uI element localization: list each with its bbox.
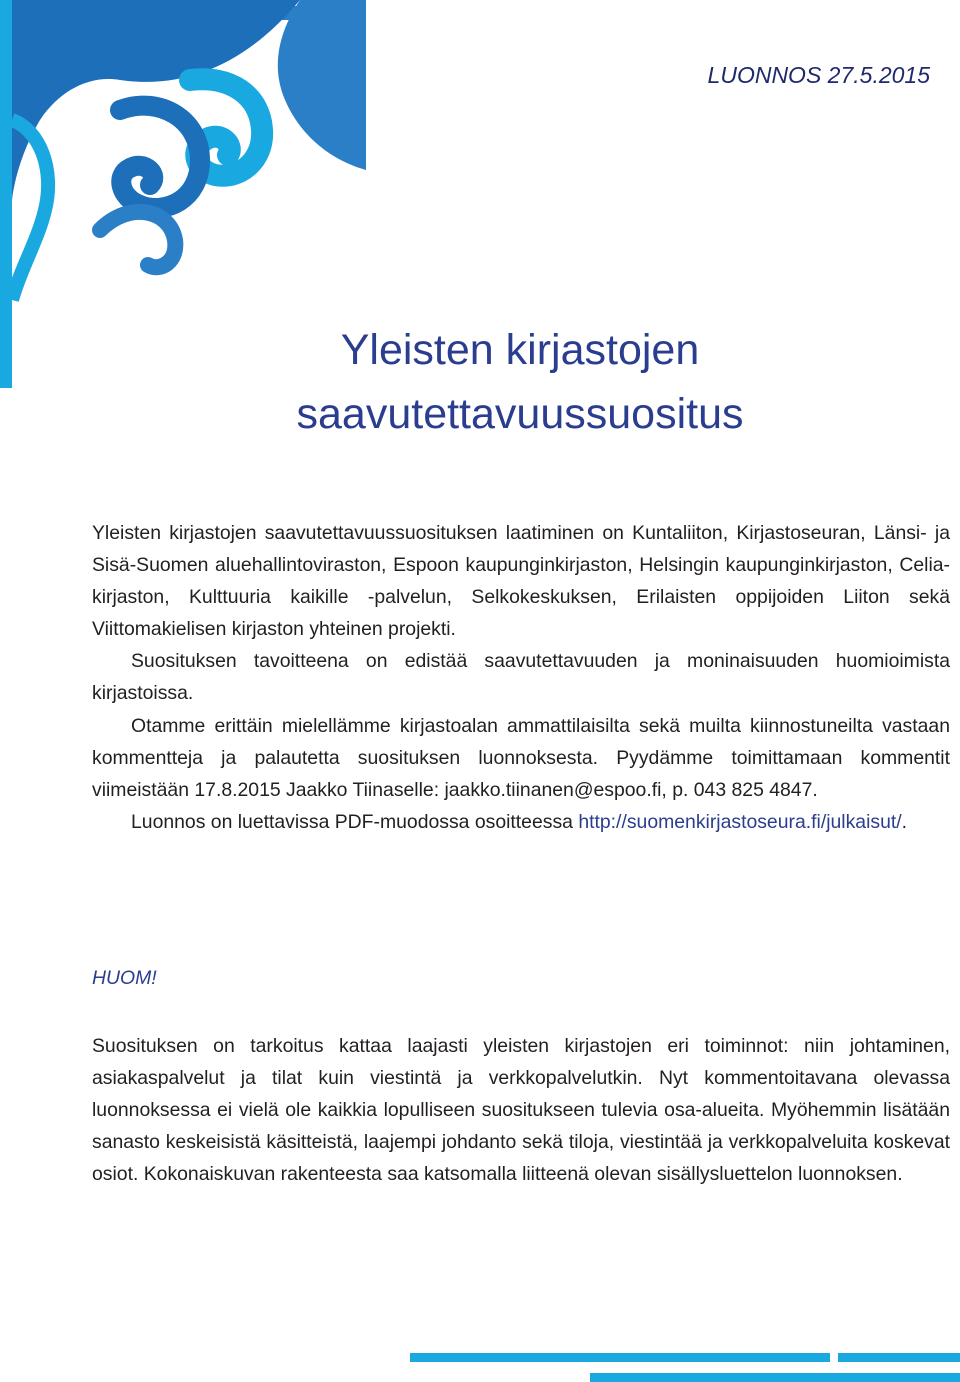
intro-paragraph-4 bbox=[92, 806, 950, 838]
notice-heading: HUOM! bbox=[92, 967, 157, 989]
footer-bar-lower bbox=[590, 1373, 960, 1382]
footer-bar-right bbox=[838, 1353, 960, 1362]
footer-bar-left bbox=[410, 1353, 830, 1362]
intro-paragraph-1: Yleisten kirjastojen saavutettavuussuosituksen laatiminen on Kuntaliiton, Kirjastoseuran, Länsi- ja Sisä-Suomen aluehallintoviraston, Espoon kaupunginkirjaston, Helsingin kaupunginkirjaston, Celia-kirjaston, Kulttuuria kaikille -palvelun, Selkokeskuksen, Erilaisten oppijoiden Liiton sekä Viittomakielisen kirjaston yhteinen projekti. bbox=[92, 522, 950, 641]
sentence-end: . bbox=[901, 810, 908, 833]
publications-link[interactable]: http://suomenkirjastoseura.fi/julkaisut/ bbox=[578, 810, 902, 833]
intro-paragraph-3: Otamme erittäin mielellämme kirjastoalan ammattilaisilta sekä muilta kiinnostuneilta vastaan kommentteja ja palautetta suosituksen luonnoksesta. Pyydämme toimittamaan kommentit viimeistään 17.8.2015 Jaakko Tiinaselle: jaakko.tiinanen@espoo.fi, p. 043 825 4847. bbox=[92, 714, 950, 801]
pdf-location-text: Luonnos on luettavissa PDF-muodossa osoitteessa bbox=[131, 810, 573, 833]
draft-date: LUONNOS 27.5.2015 bbox=[707, 62, 930, 88]
intro-section bbox=[92, 517, 950, 838]
scope-paragraph: Suosituksen on tarkoitus kattaa laajasti yleisten kirjastojen eri toiminnot: niin johtaminen, asiakaspalvelut ja tilat kuin viestintä ja verkkopalvelutkin. Nyt kommentoitavana olevassa luonnoksessa ei vielä ole kaikkia lopulliseen suositukseen tulevia osa-alueita. Myöhemmin lisätään sanasto keskeisistä käsitteistä, laajempi johdanto sekä tiloja, viestintää ja verkkopalveluita koskevat osiot. Kokonaiskuvan rakenteesta saa katsomalla liitteenä olevan sisällysluettelon luonnoksen. bbox=[92, 1035, 950, 1186]
title-line-1: Yleisten kirjastojen bbox=[340, 326, 700, 374]
document-title bbox=[0, 318, 960, 446]
scope-section bbox=[92, 1030, 950, 1190]
intro-paragraph-2: Suosituksen tavoitteena on edistää saavutettavuuden ja moninaisuuden huomioimista kirjastoissa. bbox=[92, 650, 950, 705]
title-line-2: saavutettavuussuositus bbox=[296, 390, 744, 438]
